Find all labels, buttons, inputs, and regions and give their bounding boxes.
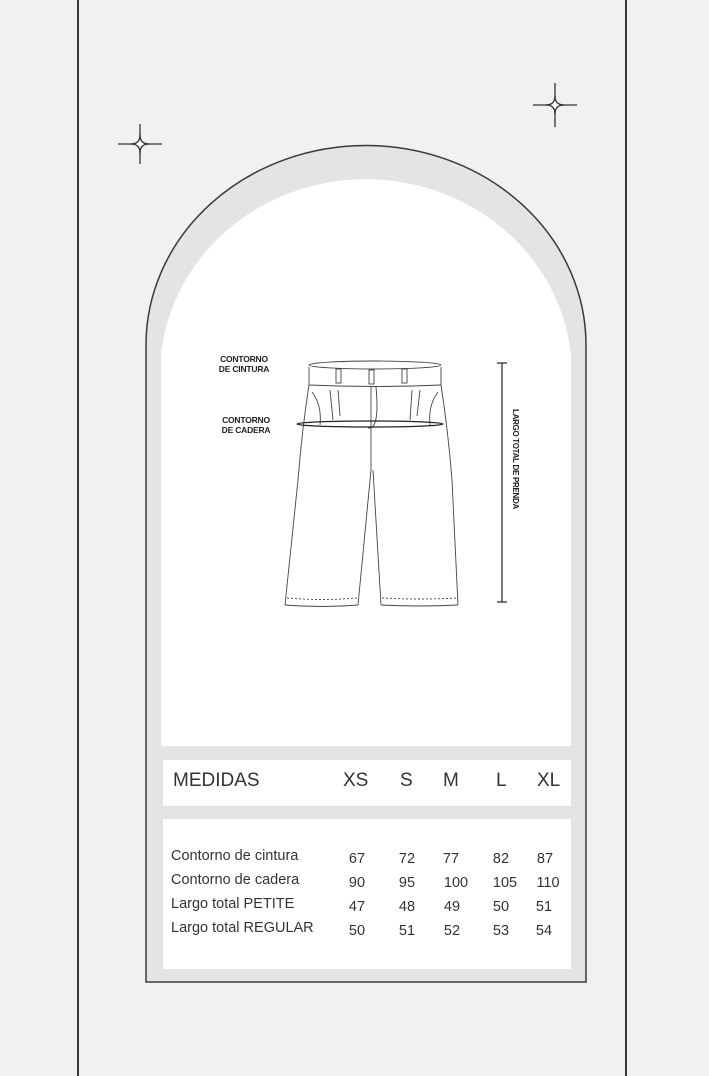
row-label: Contorno de cintura <box>171 848 299 864</box>
size-l: L <box>496 770 507 791</box>
row-label: Contorno de cadera <box>171 872 300 888</box>
table-title: MEDIDAS <box>173 770 260 791</box>
cell-value: 48 <box>398 899 416 915</box>
cell-value: 53 <box>492 923 510 939</box>
hip-label: CONTORNO DE CADERA <box>221 415 271 435</box>
cell-value: 47 <box>348 899 366 915</box>
cell-value: 87 <box>536 851 554 867</box>
cell-value: 105 <box>492 875 518 891</box>
size-s: S <box>400 770 413 791</box>
length-label: LARGO TOTAL DE PRENDA <box>511 409 520 509</box>
size-table-body <box>163 819 571 969</box>
row-label: Largo total PETITE <box>171 896 295 912</box>
size-xs: XS <box>343 770 369 791</box>
cell-value: 90 <box>348 875 366 891</box>
cell-value: 51 <box>398 923 416 939</box>
cell-value: 82 <box>492 851 510 867</box>
row-label: Largo total REGULAR <box>171 920 314 936</box>
cell-value: 51 <box>535 899 553 915</box>
cell-value: 72 <box>398 851 416 867</box>
cell-value: 77 <box>442 851 460 867</box>
cell-value: 52 <box>443 923 461 939</box>
size-xl: XL <box>537 770 561 791</box>
cell-value: 50 <box>348 923 366 939</box>
size-m: M <box>443 770 459 791</box>
size-table-header <box>163 760 571 806</box>
cell-value: 110 <box>536 875 560 891</box>
cell-value: 67 <box>348 851 366 867</box>
waist-label: CONTORNO DE CINTURA <box>218 354 270 374</box>
cell-value: 95 <box>398 875 416 891</box>
cell-value: 50 <box>492 899 510 915</box>
cell-value: 49 <box>443 899 461 915</box>
cell-value: 100 <box>443 875 469 891</box>
cell-value: 54 <box>535 923 553 939</box>
